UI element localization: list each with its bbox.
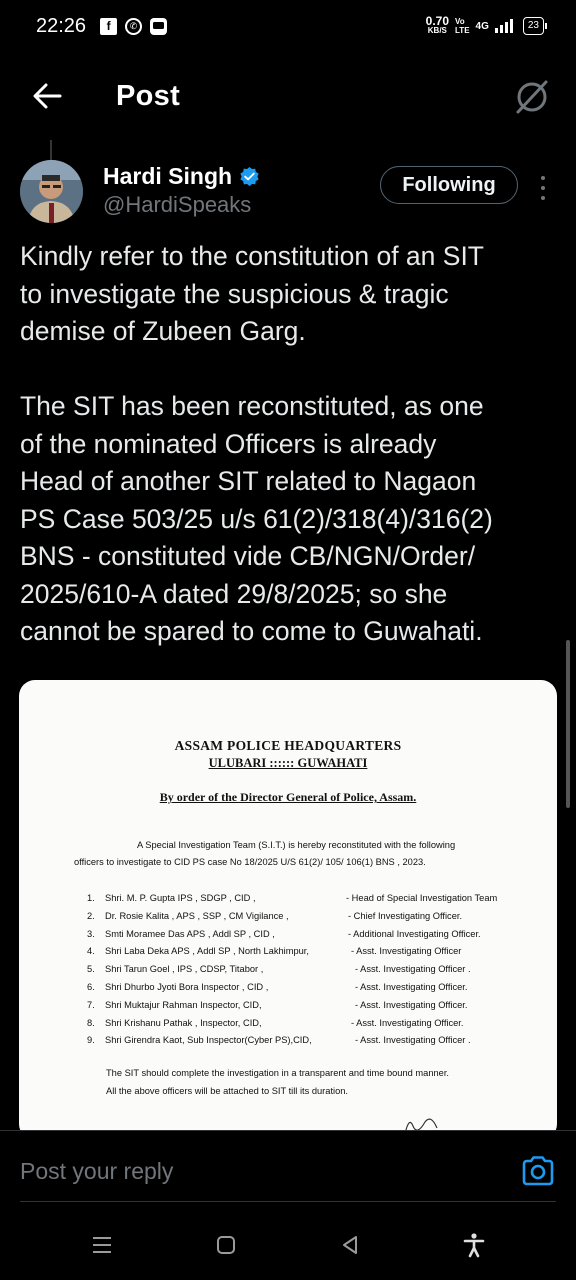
- sit-member: 8. Shri Krishanu Pathak , Inspector, CID, - Asst. Investigating Officer.: [87, 1017, 464, 1028]
- status-app-icons: [100, 18, 167, 35]
- status-indicators: [425, 14, 544, 35]
- camera-icon[interactable]: [520, 1153, 556, 1189]
- status-bar: [0, 0, 576, 52]
- facebook-icon: f: [100, 18, 117, 35]
- post-image-document[interactable]: [19, 680, 557, 1140]
- home-square-icon: [215, 1234, 237, 1256]
- thread-line: [50, 140, 52, 160]
- sit-member: 1. Shri. M. P. Gupta IPS , SDGP , CID , - Head of Special Investigation Team: [87, 893, 498, 903]
- sit-member: 5. Shri Tarun Goel , IPS , CDSP, Titabor , - Asst. Investigating Officer .: [87, 964, 471, 975]
- post-text: [20, 238, 560, 651]
- post-text-line: demise of Zubeen Garg.: [20, 316, 306, 346]
- system-nav-bar: [0, 1210, 576, 1280]
- post-text-line: Kindly refer to the constitution of an SIT: [20, 241, 484, 271]
- author-name[interactable]: Hardi Singh: [103, 163, 260, 190]
- sit-member: 2. Dr. Rosie Kalita , APS , SSP , CM Vigilance , - Chief Investigating Officer.: [87, 910, 463, 921]
- battery-icon: 23: [523, 17, 544, 35]
- recent-apps-button[interactable]: [82, 1225, 122, 1265]
- document-intro: officers to investigate to CID PS case No 18/2025 U/S 61(2)/ 105/ 106(1) BNS , 2023.: [74, 857, 426, 867]
- network-speed: 0.70 KB/S: [425, 14, 450, 35]
- sit-member: 4. Shri Laba Deka APS , Addl SP , North Lakhimpur, - Asst. Investigating Officer: [87, 946, 462, 957]
- menu-lines-icon: [91, 1234, 113, 1256]
- post-text-line: BNS - constituted vide CB/NGN/Order/: [20, 541, 476, 571]
- accessibility-icon: [462, 1232, 486, 1258]
- document-intro: A Special Investigation Team (S.I.T.) is hereby reconstituted with the following: [137, 840, 456, 850]
- sit-member: 6. Shri Dhurbo Jyoti Bora Inspector , CID , - Asst. Investigating Officer.: [87, 981, 468, 992]
- post-text-line: PS Case 503/25 u/s 61(2)/318(4)/316(2): [20, 503, 493, 534]
- messages-icon: [150, 18, 167, 35]
- document-title: ASSAM POLICE HEADQUARTERS: [174, 738, 402, 753]
- back-triangle-icon: [339, 1234, 361, 1256]
- document-subtitle: ULUBARI :::::: GUWAHATI: [208, 756, 368, 770]
- post-author: [20, 160, 556, 224]
- sit-member: 9. Shri Girendra Kaot, Sub Inspector(Cyber PS),CID, - Asst. Investigating Officer .: [87, 1035, 471, 1046]
- post-text-line: of the nominated Officers is already: [20, 428, 437, 459]
- status-time: 22:26: [36, 14, 87, 37]
- post-text-line: 2025/610-A dated 29/8/2025; so she: [20, 578, 448, 609]
- author-handle[interactable]: @HardiSpeaks: [103, 192, 252, 217]
- avatar-image: [20, 160, 83, 223]
- top-header: [0, 52, 576, 140]
- post-text-line: Head of another SIT related to Nagaon: [20, 466, 477, 496]
- more-options-icon[interactable]: [537, 176, 549, 200]
- reply-divider: [20, 1201, 556, 1202]
- avatar[interactable]: [20, 160, 83, 223]
- document-order-line: By order of the Director General of Police, Assam.: [159, 790, 417, 804]
- page-title: Post: [116, 79, 181, 112]
- reply-bar: [0, 1130, 576, 1210]
- whatsapp-icon: ✆: [125, 18, 142, 35]
- verified-badge-icon: [239, 166, 260, 187]
- document-footer: All the above officers will be attached to SIT till its duration.: [106, 1086, 349, 1096]
- reply-input[interactable]: Post your reply: [20, 1158, 174, 1184]
- post-text-line: The SIT has been reconstituted, as one: [20, 391, 484, 421]
- following-button[interactable]: Following: [380, 166, 518, 204]
- back-button[interactable]: [30, 79, 64, 113]
- network-type: 4G: [475, 20, 489, 32]
- sit-member: 7. Shri Muktajur Rahman Inspector, CID, - Asst. Investigating Officer.: [87, 999, 468, 1010]
- signal-icon: [495, 19, 513, 33]
- volte-indicator: Vo LTE: [455, 17, 470, 35]
- scrollbar[interactable]: [566, 640, 570, 808]
- post-text-line: to investigate the suspicious & tragic: [20, 278, 449, 309]
- post-text-line: cannot be spared to come to Guwahati.: [20, 616, 483, 646]
- document-footer: The SIT should complete the investigation in a transparent and time bound manner.: [106, 1068, 449, 1078]
- sit-member-list: [87, 890, 557, 1050]
- sit-member: 3. Smti Moramee Das APS , Addl SP , CID , - Additional Investigating Officer.: [87, 928, 481, 939]
- back-arrow-icon: [32, 83, 62, 109]
- grok-icon[interactable]: [512, 76, 552, 116]
- back-nav-button[interactable]: [330, 1225, 370, 1265]
- accessibility-button[interactable]: [454, 1225, 494, 1265]
- home-button[interactable]: [206, 1225, 246, 1265]
